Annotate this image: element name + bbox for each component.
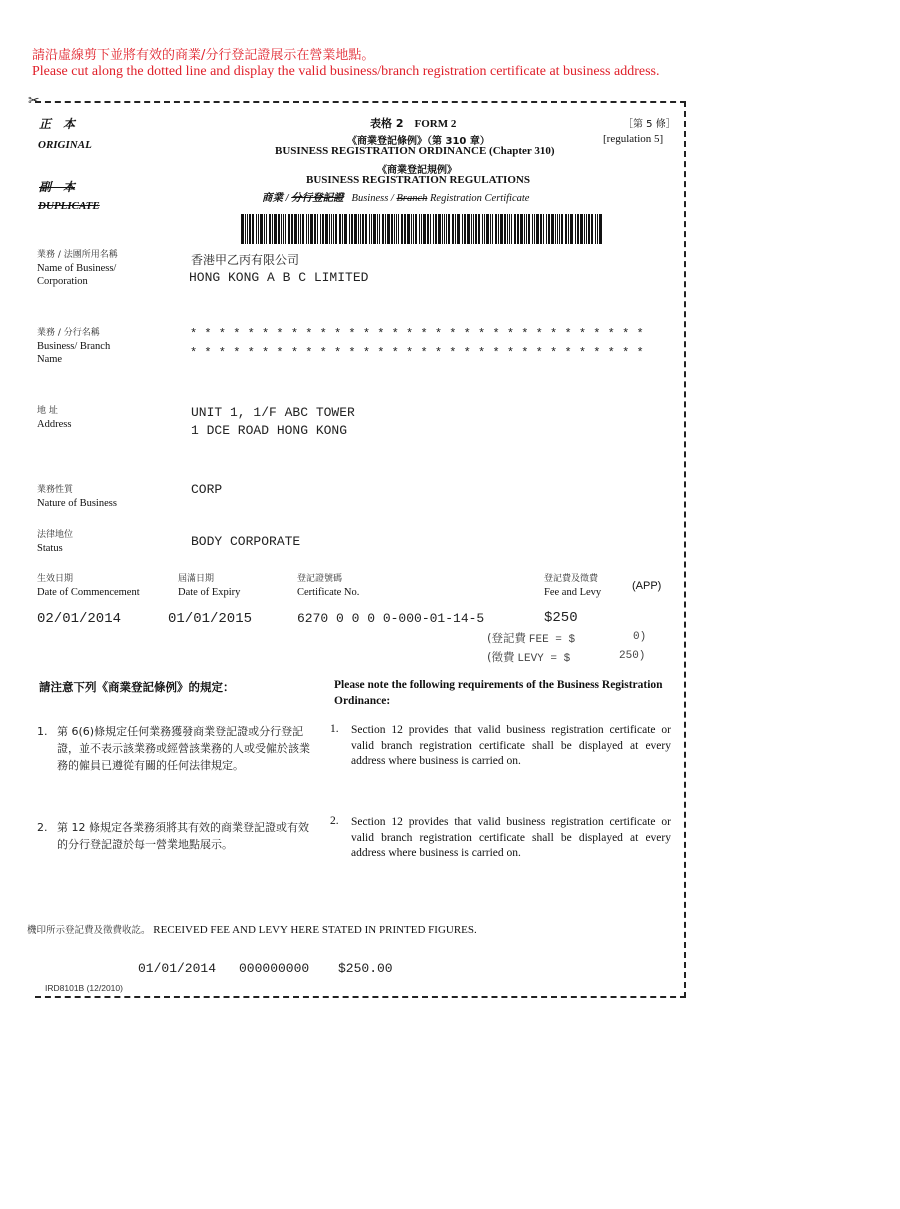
barcode-bar bbox=[413, 214, 414, 244]
barcode-bar bbox=[349, 214, 350, 244]
regulation-ref-zh: ［第 5 條］ bbox=[623, 119, 676, 130]
barcode-bar bbox=[561, 214, 563, 244]
barcode-bar bbox=[256, 214, 257, 244]
barcode-bar bbox=[401, 214, 403, 244]
barcode-bar bbox=[310, 214, 313, 244]
barcode-bar bbox=[577, 214, 579, 244]
barcode-bar bbox=[467, 214, 470, 244]
barcode-bar bbox=[548, 214, 550, 244]
barcode-bar bbox=[404, 214, 406, 244]
barcode-bar bbox=[423, 214, 426, 244]
instruction-chinese: 請沿虛線剪下並將有效的商業/分行登記證展示在營業地點。 bbox=[32, 48, 375, 63]
barcode-bar bbox=[252, 214, 254, 244]
note-1-number-en: 1. bbox=[330, 723, 339, 735]
barcode-bar bbox=[452, 214, 454, 244]
instruction-english: Please cut along the dotted line and display the valid business/branch registration certificate at business address. bbox=[32, 64, 660, 79]
barcode-bar bbox=[264, 214, 265, 244]
barcode-bar bbox=[398, 214, 399, 244]
barcode-bar bbox=[543, 214, 544, 244]
barcode-bar bbox=[588, 214, 590, 244]
notes-heading-en: Please note the following requirements of the Business Registration Ordinance: bbox=[334, 679, 663, 707]
barcode-bar bbox=[455, 214, 456, 244]
barcode-bar bbox=[495, 214, 497, 244]
barcode-bar bbox=[509, 214, 510, 244]
ordinance-en: BUSINESS REGISTRATION ORDINANCE (Chapter 310) bbox=[275, 145, 555, 157]
barcode-bar bbox=[320, 214, 321, 244]
fee-app-label: (APP) bbox=[632, 580, 662, 592]
form-code: IRD8101B (12/2010) bbox=[45, 983, 123, 993]
note-1-number-zh: 1. bbox=[37, 725, 48, 738]
barcode-bar bbox=[385, 214, 386, 244]
barcode-bar bbox=[415, 214, 417, 244]
barcode-bar bbox=[394, 214, 395, 244]
barcode-bar bbox=[333, 214, 334, 244]
note-2-number-en: 2. bbox=[330, 815, 339, 827]
receipt-amount: $250.00 bbox=[338, 961, 393, 976]
barcode-bar bbox=[430, 214, 431, 244]
barcode-bar bbox=[344, 214, 347, 244]
barcode-bar bbox=[504, 214, 506, 244]
fee-value: $250 bbox=[544, 610, 578, 626]
barcode-bar bbox=[258, 214, 259, 244]
barcode-bar bbox=[241, 214, 244, 244]
barcode-bar bbox=[520, 214, 523, 244]
barcode-bar bbox=[462, 214, 463, 244]
address-line1: UNIT 1, 1/F ABC TOWER bbox=[191, 405, 355, 420]
barcode-bar bbox=[490, 214, 491, 244]
barcode-bar bbox=[435, 214, 437, 244]
receipt-date: 01/01/2014 bbox=[138, 961, 217, 976]
barcode-bar bbox=[314, 214, 316, 244]
status-label: 法律地位 Status bbox=[37, 530, 74, 554]
barcode-bar bbox=[507, 214, 508, 244]
barcode-bar bbox=[298, 214, 299, 244]
barcode-bar bbox=[500, 214, 503, 244]
barcode-bar bbox=[396, 214, 397, 244]
barcode-bar bbox=[260, 214, 263, 244]
branch-name-line1: * * * * * * * * * * * * * * * * * * * * * * * * * * * * * * * * bbox=[190, 327, 644, 341]
barcode-bar bbox=[534, 214, 535, 244]
barcode-bar bbox=[407, 214, 410, 244]
nature-value: CORP bbox=[191, 482, 223, 497]
barcode-bar bbox=[591, 214, 593, 244]
barcode-bar bbox=[546, 214, 547, 244]
barcode-bar bbox=[446, 214, 447, 244]
barcode-bar bbox=[306, 214, 307, 244]
barcode-bar bbox=[557, 214, 558, 244]
notes-heading-zh: 請注意下列《商業登記條例》的規定： bbox=[39, 680, 235, 694]
barcode-bar bbox=[498, 214, 499, 244]
branch-name-label: 業務 / 分行名稱 Business/ Branch Name bbox=[37, 328, 111, 365]
barcode-bar bbox=[269, 214, 271, 244]
barcode-bar bbox=[382, 214, 384, 244]
barcode-bar bbox=[559, 214, 560, 244]
barcode-bar bbox=[514, 214, 516, 244]
receipt-number: 000000000 bbox=[239, 961, 310, 976]
barcode-bar bbox=[532, 214, 533, 244]
certificate-type: 商業 / 分行登記證 Business / Branch Registration Certificate bbox=[262, 192, 530, 204]
address-label: 地 址 Address bbox=[37, 406, 72, 430]
barcode-bar bbox=[302, 214, 304, 244]
barcode-bar bbox=[285, 214, 286, 244]
barcode-bar bbox=[325, 214, 328, 244]
barcode-bar bbox=[377, 214, 378, 244]
status-value: BODY CORPORATE bbox=[191, 534, 301, 549]
barcode-bar bbox=[281, 214, 282, 244]
barcode-bar bbox=[247, 214, 248, 244]
regulations-zh: 《商業登記規例》 bbox=[377, 165, 457, 176]
note-2-text-zh: 第 12 條規定各業務須將其有效的商業登記證或有效的分行登記證於每一營業地點展示。 bbox=[57, 821, 309, 851]
note-1-text-en: Section 12 provides that valid business registration certificate or valid branch registration certificate shall be displayed at every address where business is carried on. bbox=[351, 724, 671, 767]
barcode-bar bbox=[308, 214, 309, 244]
note-2-number-zh: 2. bbox=[37, 821, 48, 834]
barcode-bar bbox=[471, 214, 472, 244]
barcode-bar bbox=[427, 214, 429, 244]
barcode-bar bbox=[245, 214, 246, 244]
barcode-bar bbox=[595, 214, 596, 244]
barcode-bar bbox=[342, 214, 343, 244]
barcode-bar bbox=[478, 214, 480, 244]
barcode-bar bbox=[540, 214, 542, 244]
barcode-bar bbox=[473, 214, 474, 244]
barcode-bar bbox=[464, 214, 466, 244]
barcode-bar bbox=[438, 214, 441, 244]
expiry-value: 01/01/2015 bbox=[168, 611, 253, 627]
barcode-bar bbox=[288, 214, 290, 244]
certificate-no-label: 登記證號碼 Certificate No. bbox=[297, 574, 360, 598]
barcode-bar bbox=[379, 214, 380, 244]
expiry-label: 屆滿日期 Date of Expiry bbox=[178, 574, 241, 598]
barcode-bar bbox=[482, 214, 483, 244]
barcode-bar bbox=[278, 214, 280, 244]
barcode-bar bbox=[317, 214, 318, 244]
barcode-bar bbox=[555, 214, 556, 244]
barcode-bar bbox=[565, 214, 567, 244]
barcode-bar bbox=[536, 214, 539, 244]
barcode-bar bbox=[339, 214, 341, 244]
commencement-label: 生效日期 Date of Commencement bbox=[37, 574, 140, 598]
barcode-bar bbox=[580, 214, 583, 244]
barcode-bar bbox=[448, 214, 450, 244]
commencement-value: 02/01/2014 bbox=[37, 611, 122, 627]
barcode-bar bbox=[442, 214, 443, 244]
barcode-bar bbox=[484, 214, 485, 244]
barcode-bar bbox=[369, 214, 370, 244]
ordinance-zh: 《商業登記條例》（第 310 章） bbox=[347, 136, 490, 147]
barcode-bar bbox=[492, 214, 493, 244]
barcode-bar bbox=[294, 214, 297, 244]
regulations-en: BUSINESS REGISTRATION REGULATIONS bbox=[306, 174, 530, 186]
barcode-bar bbox=[249, 214, 251, 244]
note-1-text-zh: 第 6(6)條規定任何業務獲發商業登記證或分行登記證，並不表示該業務或經營該業務的人或受僱於該業務的僱員已遵從有關的任何法律規定。 bbox=[57, 725, 310, 772]
business-name-label: 業務 / 法團所用名稱 Name of Business/ Corporation bbox=[37, 250, 118, 287]
scissors-icon: ✂ bbox=[28, 93, 40, 109]
barcode-bar bbox=[266, 214, 267, 244]
barcode-bar bbox=[283, 214, 284, 244]
receipt-statement: 機印所示登記費及徵費收訖。 RECEIVED FEE AND LEVY HERE STATED IN PRINTED FIGURES. bbox=[27, 924, 477, 936]
barcode-bar bbox=[291, 214, 293, 244]
barcode-bar bbox=[331, 214, 332, 244]
fee-amount: 0) bbox=[633, 631, 647, 643]
original-label-en: ORIGINAL bbox=[38, 139, 92, 151]
barcode-bar bbox=[570, 214, 573, 244]
barcode-bar bbox=[475, 214, 477, 244]
barcode-bar bbox=[354, 214, 357, 244]
barcode-bar bbox=[597, 214, 598, 244]
fee-levy-label: 登記費及徵費 Fee and Levy bbox=[544, 574, 602, 598]
duplicate-label-zh: 副 本 bbox=[39, 180, 76, 194]
barcode-bar bbox=[411, 214, 412, 244]
barcode-bar bbox=[511, 214, 512, 244]
barcode-bar bbox=[322, 214, 324, 244]
levy-breakdown-line: (徵費 LEVY = $ bbox=[487, 650, 571, 665]
barcode-bar bbox=[457, 214, 460, 244]
duplicate-label-en: DUPLICATE bbox=[38, 200, 100, 212]
barcode-bar bbox=[371, 214, 372, 244]
barcode-bar bbox=[551, 214, 554, 244]
address-line2: 1 DCE ROAD HONG KONG bbox=[191, 423, 348, 438]
fee-breakdown-line: (登記費 FEE = $ bbox=[487, 631, 576, 646]
barcode-bar bbox=[444, 214, 445, 244]
barcode-bar bbox=[387, 214, 390, 244]
barcode-bar bbox=[486, 214, 489, 244]
barcode-bar bbox=[351, 214, 353, 244]
barcode-bar bbox=[526, 214, 527, 244]
barcode-bar bbox=[300, 214, 301, 244]
note-2-text-en: Section 12 provides that valid business registration certificate or valid branch registration certificate shall be displayed at every address where business is carried on. bbox=[351, 816, 671, 859]
barcode-bar bbox=[419, 214, 420, 244]
barcode-bar bbox=[391, 214, 393, 244]
barcode-bar bbox=[568, 214, 569, 244]
barcode-bar bbox=[575, 214, 576, 244]
barcode-bar bbox=[360, 214, 361, 244]
barcode-bar bbox=[362, 214, 364, 244]
barcode-bar bbox=[586, 214, 587, 244]
barcode-bar bbox=[528, 214, 530, 244]
barcode-bar bbox=[517, 214, 519, 244]
branch-name-line2: * * * * * * * * * * * * * * * * * * * * * * * * * * * * * * * * bbox=[190, 346, 644, 360]
barcode-bar bbox=[599, 214, 602, 244]
levy-amount: 250) bbox=[619, 650, 646, 662]
barcode-bar bbox=[329, 214, 330, 244]
barcode-bar bbox=[358, 214, 359, 244]
regulation-ref-en: [regulation 5] bbox=[603, 133, 664, 145]
barcode-bar bbox=[421, 214, 422, 244]
form-number: 表格 2 FORM 2 bbox=[370, 117, 457, 130]
certificate-no-value: 6270 0 0 0 0-000-01-14-5 bbox=[297, 611, 485, 626]
original-label-zh: 正 本 bbox=[39, 117, 76, 131]
barcode-bar bbox=[433, 214, 434, 244]
barcode-bar bbox=[524, 214, 525, 244]
barcode-bar bbox=[335, 214, 337, 244]
barcode bbox=[241, 214, 609, 244]
nature-label: 業務性質 Nature of Business bbox=[37, 485, 117, 509]
business-name-zh: 香港甲乙丙有限公司 bbox=[191, 253, 300, 267]
barcode-bar bbox=[365, 214, 367, 244]
barcode-bar bbox=[274, 214, 277, 244]
business-name-en: HONG KONG A B C LIMITED bbox=[189, 270, 369, 285]
barcode-bar bbox=[373, 214, 376, 244]
barcode-bar bbox=[272, 214, 273, 244]
barcode-bar bbox=[584, 214, 585, 244]
